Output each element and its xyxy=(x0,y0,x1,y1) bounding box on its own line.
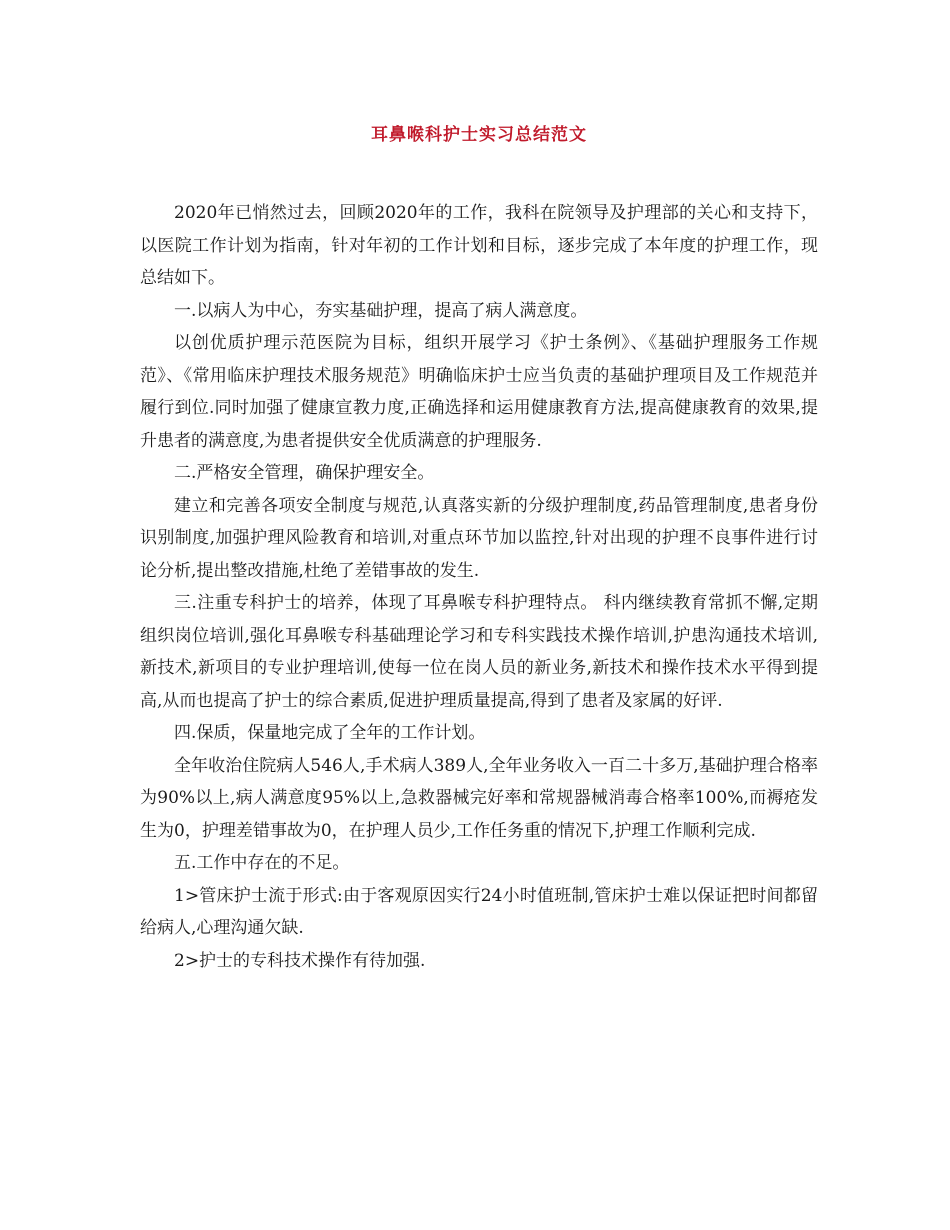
shortcoming-item-1: 1>管床护士流于形式:由于客观原因实行24小时值班制,管床护士难以保证把时间都留给病人,心理沟通欠缺. xyxy=(140,885,818,938)
section-body-4: 全年收治住院病人546人,手术病人389人,全年业务收入一百二十多万,基础护理合格率为90%以上,病人满意度95%以上,急救器械完好率和常规器械消毒合格率100%,而褥疮发生为0，护理差错事故为0，在护理人员少,工作任务重的情况下,护理工作顺利完成. xyxy=(140,755,818,841)
section-heading-5: 五.工作中存在的不足。 xyxy=(174,853,350,873)
section-heading-4: 四.保质，保量地完成了全年的工作计划。 xyxy=(174,723,486,743)
document-page xyxy=(140,120,818,977)
document-title: 耳鼻喉科护士实习总结范文 xyxy=(371,125,587,145)
section-body-1: 以创优质护理示范医院为目标，组织开展学习《护士条例》、《基础护理服务工作规范》、《常用临床护理技术服务规范》明确临床护士应当负责的基础护理项目及工作规范并履行到位.同时加强了健康宣教力度,正确选择和运用健康教育方法,提高健康教育的效果,提升患者的满意度,为患者提供安全优质满意的护理服务. xyxy=(140,333,818,451)
section-heading-1: 一.以病人为中心，夯实基础护理，提高了病人满意度。 xyxy=(174,300,588,321)
section-3-paragraph: 三.注重专科护士的培养，体现了耳鼻喉专科护理特点。 科内继续教育常抓不懈,定期组织岗位培训,强化耳鼻喉专科基础理论学习和专科实践技术操作培训,护患沟通技术培训,新技术,新项目的专业护理培训,使每一位在岗人员的新业务,新技术和操作技术水平得到提高,从而也提高了护士的综合素质,促进护理质量提高,得到了患者及家属的好评. xyxy=(140,593,818,711)
section-heading-2: 二.严格安全管理，确保护理安全。 xyxy=(174,463,435,483)
shortcoming-item-2: 2>护士的专科技术操作有待加强. xyxy=(174,950,426,971)
intro-paragraph: 2020年已悄然过去，回顾2020年的工作，我科在院领导及护理部的关心和支持下，以医院工作计划为指南，针对年初的工作计划和目标，逐步完成了本年度的护理工作，现总结如下。 xyxy=(140,203,818,288)
section-body-2: 建立和完善各项安全制度与规范,认真落实新的分级护理制度,药品管理制度,患者身份识别制度,加强护理风险教育和培训,对重点环节加以监控,针对出现的护理不良事件进行讨论分析,提出整改措施,杜绝了差错事故的发生. xyxy=(140,495,818,581)
